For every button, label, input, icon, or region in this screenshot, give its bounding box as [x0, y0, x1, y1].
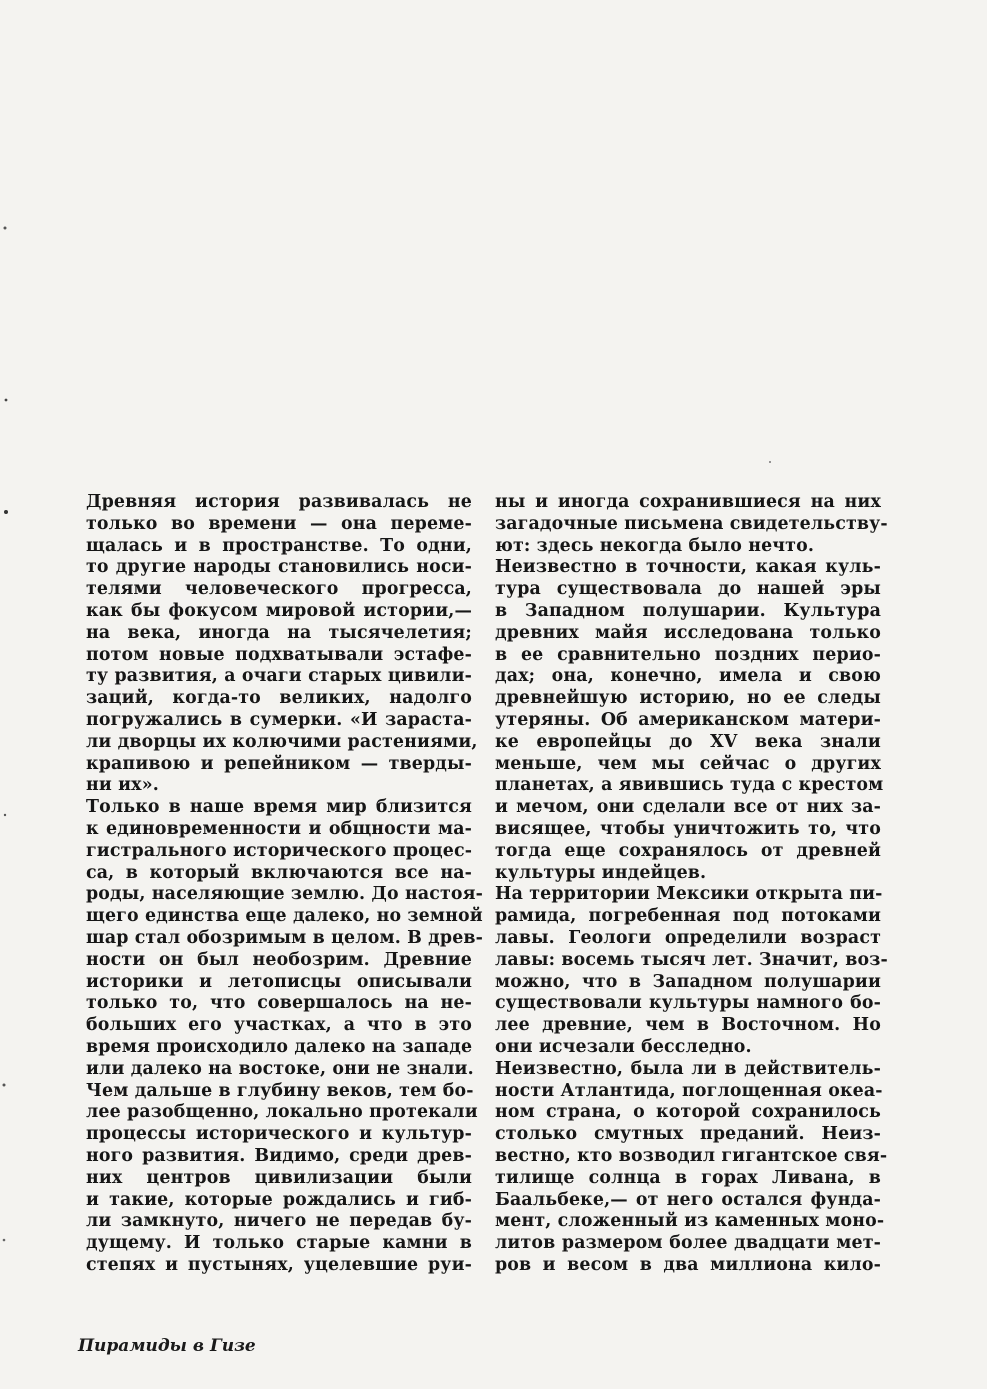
- right-paragraph: [495, 1058, 888, 1277]
- text-line: древних майя исследована только: [495, 622, 881, 643]
- text-line: ности Атлантида, поглощенная океа-: [495, 1080, 883, 1101]
- text-line: историки и летописцы описывали: [86, 971, 472, 992]
- text-line: них центров цивилизации были: [86, 1167, 472, 1188]
- text-line: щалась и в пространстве. То одни,: [86, 535, 472, 556]
- text-line: утеряны. Об американском матери-: [495, 709, 881, 730]
- text-line: ности он был необозрим. Древние: [86, 949, 472, 970]
- text-line: или далеко на востоке, они не знали.: [86, 1058, 474, 1079]
- text-line: Чем дальше в глубину веков, тем бо-: [86, 1080, 474, 1101]
- text-line: гистрального исторического процес-: [86, 840, 473, 861]
- text-line: вестно, кто возводил гигантское свя-: [495, 1145, 888, 1166]
- text-line: процессы исторического и культур-: [86, 1124, 472, 1145]
- right-paragraph: [495, 557, 884, 884]
- text-line: крапивою и репейником — тверды-: [86, 753, 472, 774]
- text-line: ров и весом в два миллиона кило-: [495, 1254, 881, 1275]
- text-line: ют: здесь некогда было нечто.: [495, 535, 815, 556]
- text-line: ке европейцы до XV века знали: [495, 731, 881, 752]
- text-line: загадочные письмена свидетельству-: [495, 513, 888, 534]
- text-line: дущему. И только старые камни в: [86, 1233, 472, 1254]
- text-line: ном страна, о которой сохранилось: [495, 1102, 881, 1123]
- text-line: щего единства еще далеко, но земной: [86, 906, 483, 927]
- text-line: висящее, чтобы уничтожить то, что: [495, 818, 881, 839]
- text-line: лее древние, чем в Восточном. Но: [495, 1015, 881, 1036]
- text-column-left: [86, 492, 484, 1277]
- text-line: столько смутных преданий. Неиз-: [495, 1124, 881, 1145]
- text-line: на века, иногда на тысячелетия;: [86, 622, 472, 643]
- text-line: мент, сложенный из каменных моно-: [495, 1211, 885, 1232]
- text-line: ного развития. Видимо, среди древ-: [86, 1145, 472, 1166]
- text-line: шар стал обозримым в целом. В древ-: [86, 927, 484, 948]
- text-line: Неизвестно в точности, какая куль-: [495, 557, 881, 578]
- text-line: ни их».: [86, 775, 159, 796]
- text-line: и такие, которые рождались и гиб-: [86, 1189, 472, 1210]
- text-line: ту развития, а очаги старых цивили-: [86, 666, 472, 687]
- text-line: планетах, а явившись туда с крестом: [495, 775, 884, 796]
- text-line: можно, что в Западном полушарии: [495, 971, 881, 992]
- text-line: дах; она, конечно, имела и свою: [495, 666, 881, 687]
- text-line: ли дворцы их колючими растениями,: [86, 731, 478, 752]
- text-line: больших его участках, а что в это: [86, 1015, 472, 1036]
- right-paragraph: [495, 884, 888, 1058]
- text-line: ны и иногда сохранившиеся на них: [495, 492, 881, 512]
- text-line: в Западном полушарии. Культура: [495, 600, 881, 621]
- text-line: к единовременности и общности ма-: [86, 818, 472, 839]
- text-line: культуры индейцев.: [495, 862, 707, 883]
- text-column-right: [495, 492, 888, 1277]
- text-line: они исчезали бесследно.: [495, 1036, 752, 1057]
- left-paragraph: [86, 492, 478, 797]
- text-line: ли замкнуто, ничего не передав бу-: [86, 1211, 472, 1232]
- text-line: роды, населяющие землю. До настоя-: [86, 884, 484, 905]
- text-line: тура существовала до нашей эры: [495, 579, 881, 600]
- text-line: Только в наше время мир близится: [86, 797, 472, 818]
- text-line: в ее сравнительно поздних перио-: [495, 644, 881, 665]
- text-line: Баальбеке,— от него остался фунда-: [495, 1189, 881, 1210]
- left-paragraph: [86, 797, 484, 1277]
- text-line: са, в который включаются все на-: [86, 862, 472, 883]
- text-line: только во времени — она переме-: [86, 513, 472, 534]
- text-line: лее разобщенно, локально протекали: [86, 1102, 478, 1123]
- text-line: лавы. Геологи определили возраст: [495, 927, 881, 948]
- text-line: рамида, погребенная под потоками: [495, 906, 881, 927]
- text-line: лавы: восемь тысяч лет. Значит, воз-: [495, 949, 888, 970]
- text-line: литов размером более двадцати мет-: [495, 1233, 881, 1254]
- text-line: тогда еще сохранялось от древней: [495, 840, 881, 861]
- text-line: и мечом, они сделали все от них за-: [495, 797, 881, 818]
- text-line: как бы фокусом мировой истории,—: [86, 600, 472, 621]
- text-line: Древняя история развивалась не: [86, 492, 472, 512]
- text-line: заций, когда-то великих, надолго: [86, 688, 472, 709]
- figure-caption: Пирамиды в Гизе: [78, 1336, 256, 1356]
- right-paragraph: [495, 492, 888, 557]
- text-line: существовали культуры намного бо-: [495, 993, 881, 1014]
- text-line: время происходило далеко на западе: [86, 1036, 473, 1057]
- text-line: степях и пустынях, уцелевшие руи-: [86, 1254, 472, 1275]
- text-line: древнейшую историю, но ее следы: [495, 688, 881, 709]
- text-line: только то, что совершалось на не-: [86, 993, 472, 1014]
- text-line: тилище солнца в горах Ливана, в: [495, 1167, 881, 1188]
- text-line: погружались в сумерки. «И зараста-: [86, 709, 472, 730]
- text-line: На территории Мексики открыта пи-: [495, 884, 883, 905]
- text-line: то другие народы становились носи-: [86, 557, 472, 578]
- text-line: меньше, чем мы сейчас о других: [495, 753, 881, 774]
- text-line: потом новые подхватывали эстафе-: [86, 644, 472, 665]
- text-line: телями человеческого прогресса,: [86, 579, 472, 600]
- text-line: Неизвестно, была ли в действитель-: [495, 1058, 881, 1079]
